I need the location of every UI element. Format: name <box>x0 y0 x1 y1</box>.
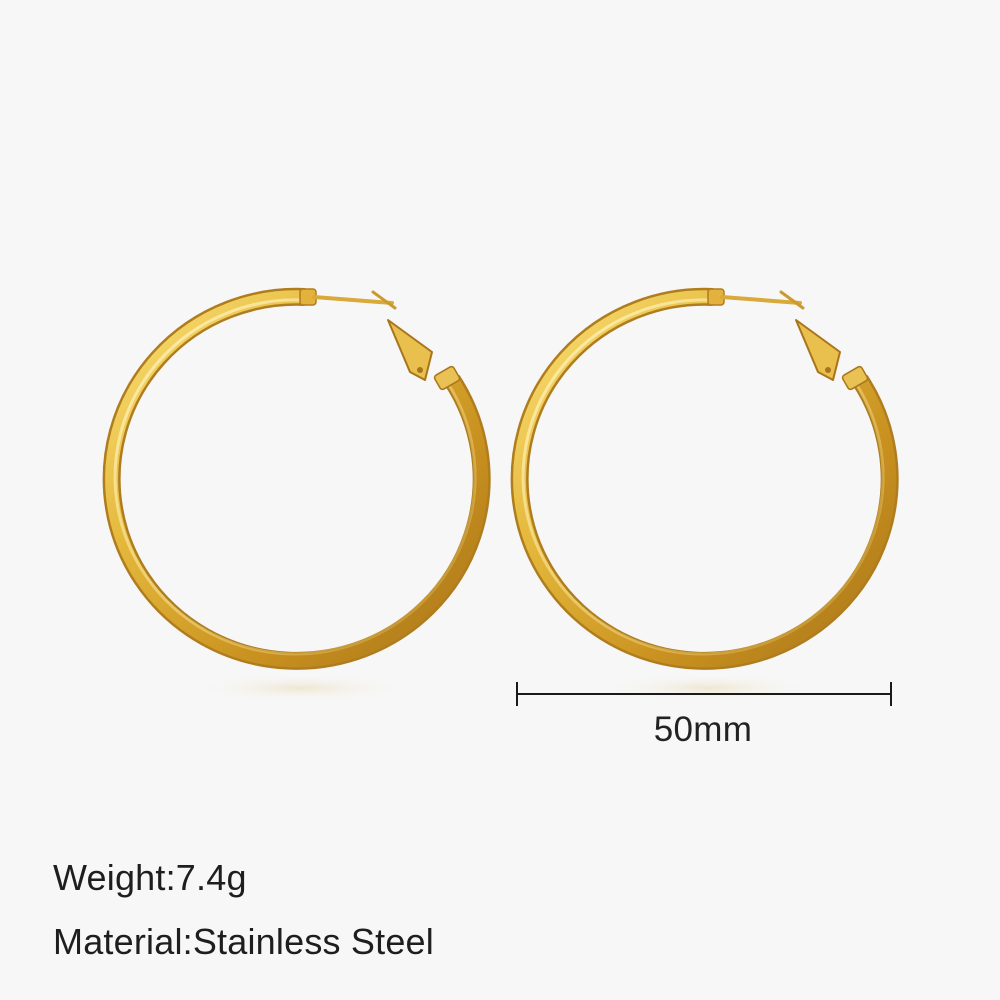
left-hoop-earring <box>112 289 482 661</box>
right-hoop-earring <box>520 289 890 661</box>
right-hoop-reflection <box>598 674 818 702</box>
dimension-label: 50mm <box>653 710 753 749</box>
left-hoop-reflection <box>190 674 410 702</box>
material-spec: Material:Stainless Steel <box>53 921 434 962</box>
weight-spec: Weight:7.4g <box>53 857 247 898</box>
